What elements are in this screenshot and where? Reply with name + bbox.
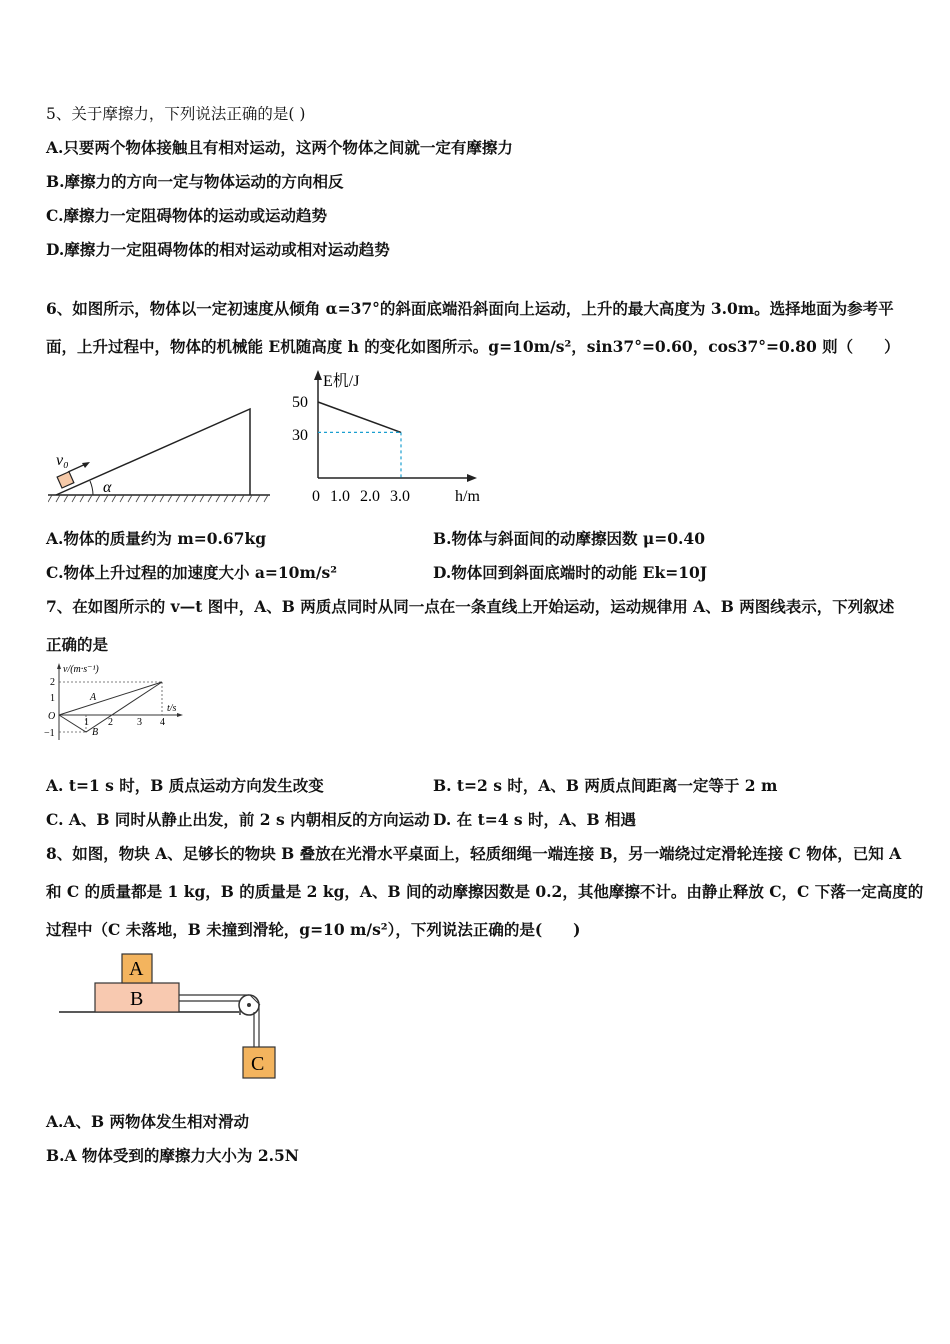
- q5-option-c: C.摩擦力一定阻碍物体的运动或运动趋势: [46, 206, 327, 225]
- q7-line-b-label: B: [92, 727, 99, 738]
- q8-stem-line3: 过程中（C 未落地，B 未撞到滑轮，g=10 m/s²），下列说法正确的是( ): [46, 920, 581, 939]
- q7-option-c: C. A、B 同时从静止出发，前 2 s 内朝相反的方向运动: [46, 810, 430, 829]
- q5-option-b: B.摩擦力的方向一定与物体运动的方向相反: [46, 172, 344, 191]
- q8-block-a-label: A: [129, 958, 144, 980]
- q7-y-axis-label: v/(m·s⁻¹): [63, 664, 99, 675]
- q7-x-tick: 2: [108, 717, 113, 728]
- q7-stem-line1: 7、在如图所示的 v—t 图中，A、B 两质点同时从同一点在一条直线上开始运动，运动规律用 A、B 两图线表示，下列叙述: [46, 597, 895, 616]
- q8-pulley-figure: [55, 950, 285, 1085]
- q7-x-tick: 3: [137, 717, 142, 728]
- q6-block: [57, 472, 74, 488]
- q6-x-tick: 2.0: [360, 488, 380, 505]
- q8-block-b-label: B: [130, 988, 144, 1010]
- x-arrow-icon: [177, 713, 183, 717]
- q8-block-c-label: C: [251, 1053, 265, 1075]
- q6-option-d: D.物体回到斜面底端时的动能 Ek=10J: [433, 563, 708, 582]
- q7-stem-line2: 正确的是: [46, 635, 109, 654]
- q7-x-tick: 1: [84, 717, 89, 728]
- q7-x-tick: 4: [160, 717, 165, 728]
- q7-y-tick: 1: [50, 693, 55, 704]
- q6-option-c: C.物体上升过程的加速度大小 a=10m/s²: [46, 563, 338, 582]
- q7-option-d: D. 在 t=4 s 时，A、B 相遇: [433, 810, 637, 829]
- q7-y-tick: 2: [50, 677, 55, 688]
- q6-x-tick: 3.0: [390, 488, 410, 505]
- q8-stem-line2: 和 C 的质量都是 1 kg，B 的质量是 2 kg，A、B 间的动摩擦因数是 0.2，其他摩擦不计。由静止释放 C，C 下落一定高度的: [46, 882, 924, 901]
- q7-option-b: B. t=2 s 时，A、B 两质点间距离一定等于 2 m: [433, 776, 778, 795]
- q8-option-a: A.A、B 两物体发生相对滑动: [46, 1112, 249, 1131]
- q5-stem: 5、关于摩擦力，下列说法正确的是( ): [46, 105, 306, 123]
- q5-option-d: D.摩擦力一定阻碍物体的相对运动或相对运动趋势: [46, 240, 390, 259]
- q6-energy-chart: [283, 365, 498, 510]
- q8-option-b: B.A 物体受到的摩擦力大小为 2.5N: [46, 1146, 299, 1165]
- q7-x-axis-label: t/s: [167, 703, 177, 714]
- q6-x-tick: 0: [312, 488, 320, 505]
- y-arrow-icon: [57, 663, 61, 669]
- q6-y-tick: 50: [292, 394, 308, 411]
- q7-line-a-label: A: [90, 692, 97, 703]
- q6-option-b: B.物体与斜面间的动摩擦因数 μ=0.40: [433, 529, 705, 548]
- q7-y-tick: −1: [44, 728, 55, 739]
- q5-option-a: A.只要两个物体接触且有相对运动，这两个物体之间就一定有摩擦力: [46, 138, 513, 157]
- x-arrow-icon: [467, 474, 477, 482]
- q6-stem-line1: 6、如图所示，物体以一定初速度从倾角 α=37°的斜面底端沿斜面向上运动，上升的最大高度为 3.0m。选择地面为参考平: [46, 299, 894, 318]
- q6-option-a: A.物体的质量约为 m=0.67kg: [46, 529, 267, 548]
- q6-energy-line: [318, 402, 401, 432]
- q6-stem-line2: 面，上升过程中，物体的机械能 E机随高度 h 的变化如图所示。g=10m/s²，sin37°=0.60，cos37°=0.80 则（ ）: [46, 337, 900, 356]
- y-arrow-icon: [314, 370, 322, 380]
- q6-y-axis-label: E机/J: [323, 373, 360, 390]
- q8-stem-line1: 8、如图，物块 A、足够长的物块 B 叠放在光滑水平桌面上，轻质细绳一端连接 B，另一端绕过定滑轮连接 C 物体，已知 A: [46, 844, 902, 863]
- q7-origin: O: [48, 711, 56, 722]
- q6-y-tick: 30: [292, 427, 308, 444]
- q6-x-axis-label: h/m: [455, 488, 480, 505]
- q6-alpha-label: α: [103, 479, 112, 496]
- q7-vt-graph: [42, 660, 187, 745]
- q6-x-tick: 1.0: [330, 488, 350, 505]
- q6-v0-label: v₀: [56, 452, 69, 469]
- q7-option-a: A. t=1 s 时，B 质点运动方向发生改变: [46, 776, 324, 795]
- q6-incline-figure: [48, 400, 273, 505]
- q7-line-a: [59, 682, 162, 715]
